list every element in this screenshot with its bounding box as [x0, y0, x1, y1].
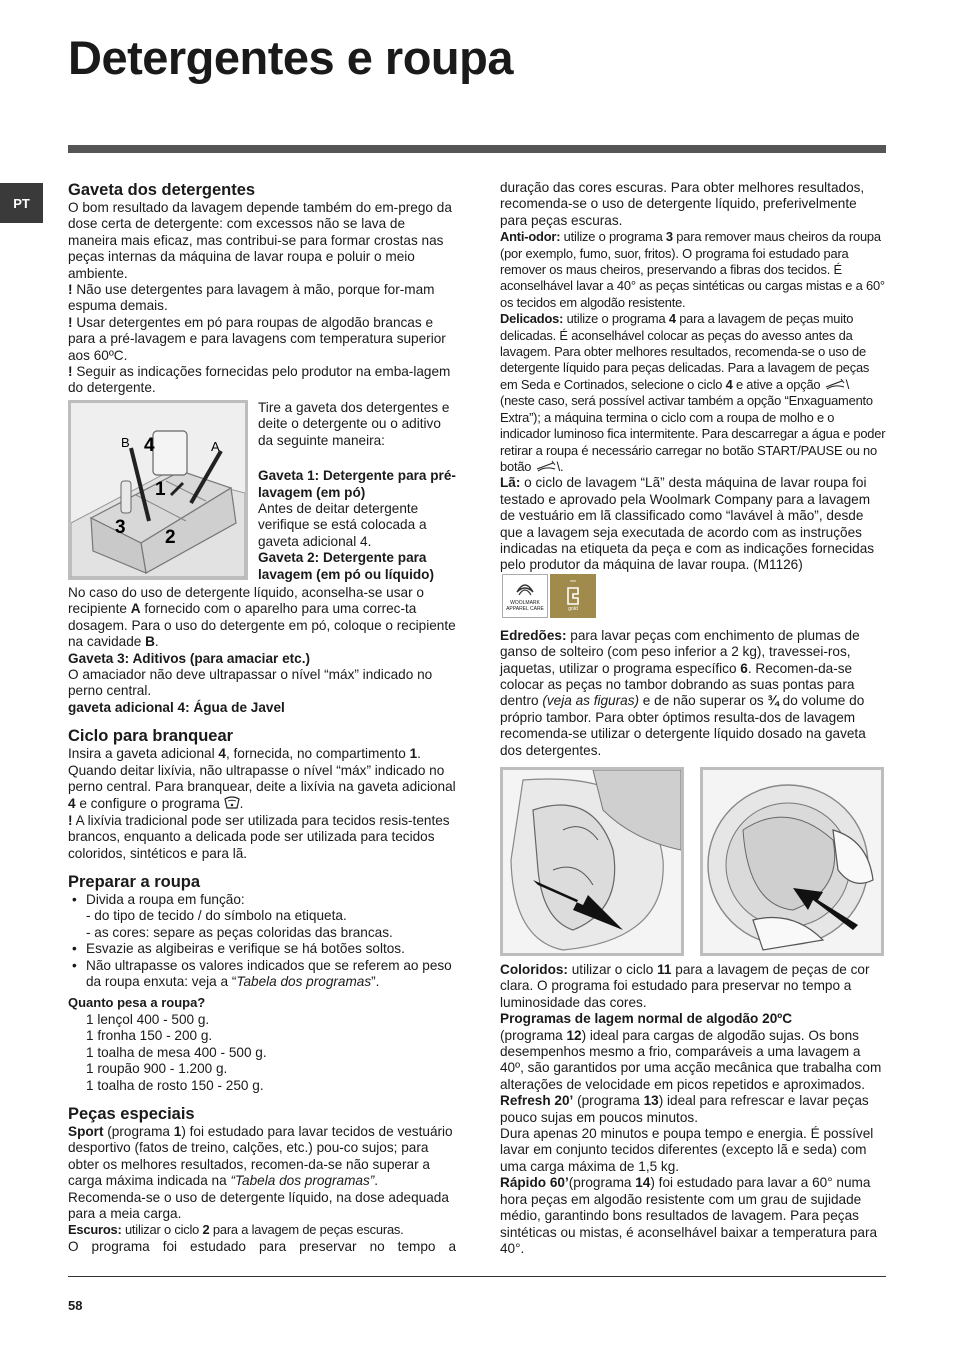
- drawer-intro: Tire a gaveta dos detergentes e deite o detergente ou o aditivo da seguinte maneira:: [258, 399, 450, 448]
- detergent-drawer-illustration: [68, 400, 248, 580]
- bleach-program-icon: [224, 795, 240, 810]
- prepare-list: [68, 892, 456, 990]
- duvet-folding-illustration: [700, 767, 884, 956]
- list-item: • Esvazie as algibeiras e verifique se há botões soltos.: [68, 941, 456, 957]
- weight-item: 1 lençol 400 - 500 g.: [86, 1011, 210, 1027]
- drum-folding-icon: [703, 770, 881, 953]
- ciclo-text: Insira a gaveta adicional 4, fornecida, no compartimento 1. Quando deitar lixívia, não ultrapasse o nível “máx” indicado no perno central. Para branquear, deite a lixívia na gaveta adicional 4 e configure o programa .: [68, 746, 456, 812]
- drawer-instructions: [258, 400, 456, 583]
- section-heading-ciclo: Ciclo para branquear: [68, 727, 234, 746]
- weight-item: 1 toalha de rosto 150 - 250 g.: [86, 1077, 264, 1093]
- drawer-figure-row: [68, 400, 456, 583]
- warning-item: ! Usar detergentes em pó para roupas de algodão brancas e para a pré-lavagem e para lavagens com temperatura superior aos 60ºC.: [68, 314, 446, 363]
- figure-label-2: 2: [165, 526, 176, 548]
- coloridos-paragraph: Coloridos: utilizar o ciclo 11 para a lavagem de peças de cor clara. O programa foi estudado para preservar no tempo a luminosidade das cores.: [500, 962, 870, 1010]
- ciclo-warning: ! A lixívia tradicional pode ser utilizada para tecidos resis-tentes brancos, enquanto a delicada pode ser utilizada para tecidos coloridos, sintéticos e para lã.: [68, 812, 450, 861]
- drawer-2-title: Gaveta 2: Detergente para lavagem (em pó ou líquido): [258, 550, 434, 582]
- liquid-detergent-text: No caso do uso de detergente líquido, aconselha-se usar o recipiente A fornecido com o aparelho para uma correc-ta dosagem. Para o uso do detergente em pó, coloque o recipiente na cavidade B.: [68, 584, 456, 650]
- page-number: 58: [68, 1298, 83, 1313]
- drawer-1-title: Gaveta 1: Detergente para pré-lavagem (em pó): [258, 468, 456, 500]
- woolmark-logo: WOOLMARK APPAREL CARE: [502, 574, 548, 618]
- list-item: • Divida a roupa em função: - do tipo de tecido / do símbolo na etiqueta. - as cores: separe as peças coloridas das brancas.: [68, 892, 456, 941]
- section-heading-especiais: Peças especiais: [68, 1104, 195, 1123]
- figure-label-a: A: [211, 438, 220, 454]
- algodao-title: Programas de lagem normal de algodão 20ºC: [500, 1011, 793, 1027]
- woolmark-gold-logo: *** gold: [550, 574, 596, 618]
- escuros-paragraph: Escuros: utilizar o ciclo 2 para a lavagem de peças escuras.: [68, 1222, 404, 1238]
- gaveta-intro: O bom resultado da lavagem depende também do em-prego da dose certa de detergente: com excessos não se lava de maneira mais eficaz, mas contribui-se para formar crostas nas peças internas da máquina de lavar roupa e poluir o meio ambiente.: [68, 200, 452, 281]
- drawer-1-text: Antes de deitar detergente verifique se está colocada a gaveta adicional 4.: [258, 500, 427, 549]
- rapido-paragraph: Rápido 60’(programa 14) foi estudado para lavar a 60° numa hora peças em algodão resistente com um grau de sujidade médio, garantindo bons resultados de lavagem. Para peças sintéticas ou mistas, é aconselhável baixar a temperatura para 40°.: [500, 1175, 878, 1256]
- drum-loading-icon: [503, 770, 681, 953]
- weight-list: [68, 1012, 456, 1094]
- right-column: [500, 180, 886, 1257]
- section-heading-preparar: Preparar a roupa: [68, 873, 201, 892]
- duvet-loading-illustration: [500, 767, 684, 956]
- language-tab: PT: [0, 183, 43, 223]
- escuros-continuation: duração das cores escuras. Para obter melhores resultados, recomenda-se o uso de detergente líquido, preferivelmente para peças escuras.: [500, 180, 865, 228]
- title-rule: [68, 145, 886, 153]
- algodao-paragraph: (programa 12) ideal para cargas de algodão sujas. Os bons desempenhos mesmo a frio, comparáveis a uma lavagem a 40º, são garantidos por uma acção mecânica que trabalha com alterações de velocidade em picos repetidos e aproximados.: [500, 1027, 882, 1092]
- left-column: [68, 180, 456, 1255]
- sport-paragraph: Sport (programa 1) foi estudado para lavar tecidos de vestuário desportivo (fatos de treino, calções, etc.) pou-co sujos; para obter os melhores resultados, recomen-da-se não superar a carga máxima indicada na “Tabela dos programas”. Recomenda-se o uso de detergente líquido, na dose adequada para a meia carga.: [68, 1123, 453, 1221]
- woolmark-logos: [502, 574, 596, 618]
- page-title: Detergentes e roupa: [68, 31, 513, 84]
- detergent-drawer-icon: [71, 403, 245, 577]
- warning-item: ! Não use detergentes para lavagem à mão, porque for-mam espuma demais.: [68, 282, 435, 314]
- delicados-paragraph: Delicados: utilize o programa 4 para a lavagem de peças muito delicadas. É aconselhável colocar as peças do avesso antes da lavagem. Para obter melhores resultados, recomenda-se o uso de detergente líquido para peças delicadas. Para a lavagem de peças em Seda e Cortinados, selecione o ciclo 4 e ative a opção \ (neste caso, será possível activar também a opção “Enxaguamento Extra”); a máquina termina o ciclo com a roupa de molho e o indicador luminoso fica intermitente. Para descarregar a água e poder retirar a roupa é necessário carregar no botão START/PAUSE ou no botão \.: [500, 311, 886, 474]
- figure-label-4: 4: [144, 434, 155, 456]
- figure-label-1: 1: [155, 478, 166, 500]
- list-item: • Não ultrapasse os valores indicados que se referem ao peso da roupa enxuta: veja a “Tabela dos programas”.: [68, 958, 456, 991]
- weight-item: 1 roupão 900 - 1.200 g.: [86, 1061, 228, 1077]
- weight-item: 1 fronha 150 - 200 g.: [86, 1028, 213, 1044]
- edredoes-paragraph: Edredões: para lavar peças com enchimento de plumas de ganso de solteiro (com peso inferior a 2 kg), travessei-ros, jaquetas, utilizar o programa específico 6. Recomen-da-se colocar as peças no tambor dobrando as suas pontas para dentro (veja as figuras) e de não superar os ¾ do volume do próprio tambor. Para obter óptimos resulta-dos de lavagem recomenda-se utilizar o detergente líquido dosado na gaveta dos detergentes.: [500, 627, 866, 758]
- footer-rule: [68, 1276, 886, 1277]
- section-heading-gaveta: Gaveta dos detergentes: [68, 181, 256, 199]
- drawer-3-text: O amaciador não deve ultrapassar o nível “máx” indicado no perno central.: [68, 666, 433, 699]
- warning-item: ! Seguir as indicações fornecidas pelo produtor na emba-lagem do detergente.: [68, 364, 451, 396]
- soak-option-icon: [535, 460, 557, 473]
- soak-option-icon: [824, 378, 846, 391]
- woolmark-gold-icon: [564, 586, 582, 606]
- figure-label-3: 3: [115, 516, 126, 538]
- drawer-4-title: gaveta adicional 4: Água de Javel: [68, 699, 285, 715]
- weight-item: 1 toalha de mesa 400 - 500 g.: [86, 1044, 267, 1060]
- refresh-paragraph: Refresh 20’ (programa 13) ideal para refrescar e lavar peças pouco sujas em poucos minutos.: [500, 1093, 869, 1125]
- list-subitem: - do tipo de tecido / do símbolo na etiqueta.: [86, 908, 347, 924]
- figure-label-b: B: [121, 434, 130, 450]
- anti-odor-paragraph: Anti-odor: utilize o programa 3 para remover maus cheiros da roupa (por exemplo, fumo, suor, fritos). O programa foi estudado para remover os maus cheiros, preservando a fibras dos tecidos. É aconselhável lavar a 40° as peças sintéticas ou cargas mistas e a 60° os tecidos em algodão resistente.: [500, 229, 885, 310]
- escuros-paragraph-cont: O programa foi estudado para preservar no tempo a: [68, 1238, 456, 1254]
- woolmark-icon: [514, 580, 536, 600]
- refresh-paragraph-cont: Dura apenas 20 minutos e poupa tempo e energia. É possível lavar em conjunto tecidos diferentes (excepto lã e seda) com uma carga máxima de 1,5 kg.: [500, 1126, 874, 1174]
- drawer-3-title: Gaveta 3: Aditivos (para amaciar etc.): [68, 650, 311, 666]
- la-paragraph: Lã: o ciclo de lavagem “Lã” desta máquina de lavar roupa foi testado e aprovado pela Woolmark Company para a lavagem de vestuário em lã classificado como “lavável à mão”, desde que a lavagem seja executada de acordo com as instruções indicadas na etiqueta da peça e com as indicações fornecidas pelo produtor da máquina de lavar roupa. (M1126) WOOLMARK APPAREL CARE *** gold: [500, 475, 886, 617]
- duvet-figures: [500, 767, 886, 956]
- list-subitem: - as cores: separe as peças coloridas das brancas.: [86, 924, 393, 940]
- weight-question: Quanto pesa a roupa?: [68, 995, 206, 1011]
